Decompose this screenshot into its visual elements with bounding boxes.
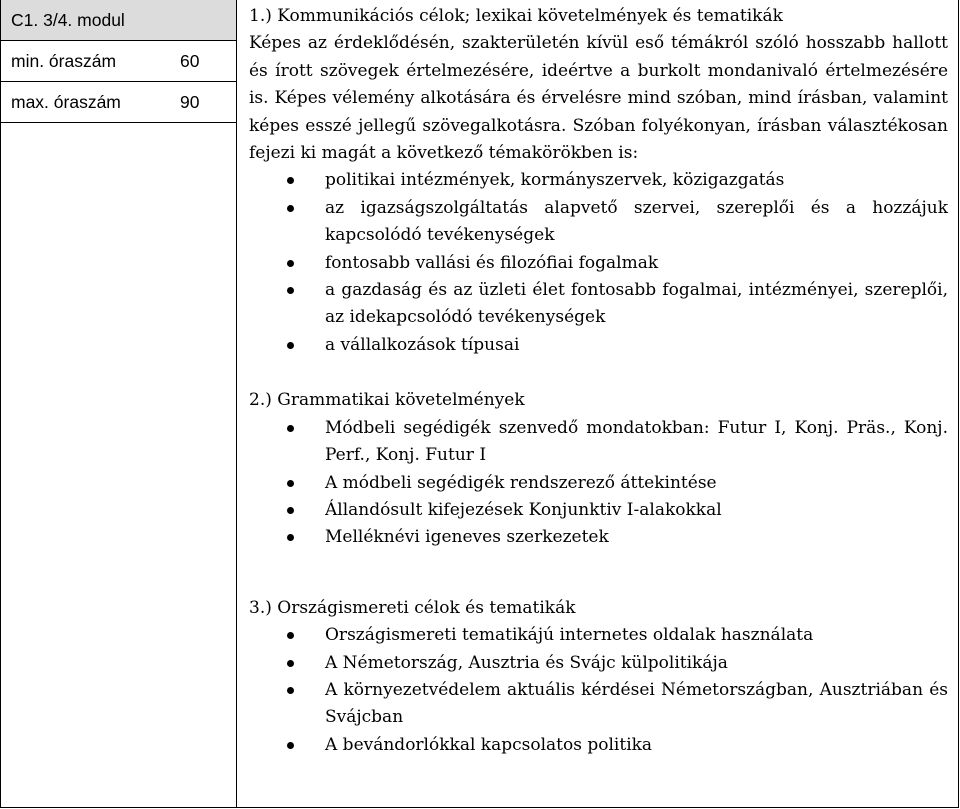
bullet-icon	[287, 425, 294, 432]
list-item: a vállalkozások típusai	[249, 332, 948, 359]
bullet-icon	[287, 534, 294, 541]
bullet-icon	[287, 632, 294, 639]
section-1-title: 1.) Kommunikációs célok; lexikai követelmények és tematikák	[249, 6, 783, 26]
bullet-icon	[287, 507, 294, 514]
bullet-icon	[287, 177, 294, 184]
bullet-icon	[287, 742, 294, 749]
list-item: A módbeli segédigék rendszerező áttekintése	[249, 470, 948, 497]
min-hours-label: min. óraszám	[1, 41, 180, 82]
list-item: A bevándorlókkal kapcsolatos politika	[249, 732, 948, 759]
module-content	[237, 0, 959, 808]
list-item: Melléknévi igeneves szerkezetek	[249, 524, 948, 551]
bullet-icon	[287, 480, 294, 487]
list-item: Állandósult kifejezések Konjunktiv I-alakokkal	[249, 497, 948, 524]
bullet-icon	[287, 687, 294, 694]
module-title-row	[1, 0, 236, 41]
list-item: az igazságszolgáltatás alapvető szervei, szereplői és a hozzájuk kapcsolódó tevékenységek	[249, 195, 948, 250]
list-item: A Németország, Ausztria és Svájc külpolitikája	[249, 650, 948, 677]
module-info-column	[0, 0, 237, 808]
list-item: a gazdaság és az üzleti élet fontosabb fogalmai, intézményei, szereplői, az idekapcsolódó tevékenységek	[249, 277, 948, 332]
module-info-table	[1, 0, 236, 123]
list-item: fontosabb vallási és filozófiai fogalmak	[249, 250, 948, 277]
section-2-list	[249, 415, 948, 552]
section-3-title: 3.) Országismereti célok és tematikák	[249, 597, 576, 618]
max-hours-row	[1, 82, 236, 123]
section-1-paragraph: Képes az érdeklődésén, szakterületén kívül eső témákról szóló hosszabb hallott és írott szövegek értelmezésére, ideértve a burkolt mondanivaló értelmezésére is. Képes vélemény alkotására és érvelésre mind szóban, mind írásban, valamint képes esszé jellegű szövegalkotásra. Szóban folyékonyan, írásban választékosan fejezi ki magát a következő témakörökben is:	[249, 33, 948, 164]
bullet-icon	[287, 205, 294, 212]
max-hours-label: max. óraszám	[1, 82, 180, 123]
min-hours-row	[1, 41, 236, 82]
bullet-icon	[287, 260, 294, 267]
section-1-list	[249, 167, 948, 359]
section-3-list	[249, 622, 948, 759]
list-item: politikai intézmények, kormányszervek, közigazgatás	[249, 167, 948, 194]
bullet-icon	[287, 342, 294, 349]
bullet-icon	[287, 287, 294, 294]
list-item: Országismereti tematikájú internetes oldalak használata	[249, 622, 948, 649]
min-hours-value: 60	[180, 41, 236, 82]
list-item: A környezetvédelem aktuális kérdései Németországban, Ausztriában és Svájcban	[249, 677, 948, 732]
max-hours-value: 90	[180, 82, 236, 123]
bullet-icon	[287, 660, 294, 667]
module-title: C1. 3/4. modul	[1, 0, 236, 41]
section-2-title: 2.) Grammatikai követelmények	[249, 390, 525, 411]
list-item: Módbeli segédigék szenvedő mondatokban: Futur I, Konj. Präs., Konj. Perf., Konj. Futur I	[249, 415, 948, 470]
